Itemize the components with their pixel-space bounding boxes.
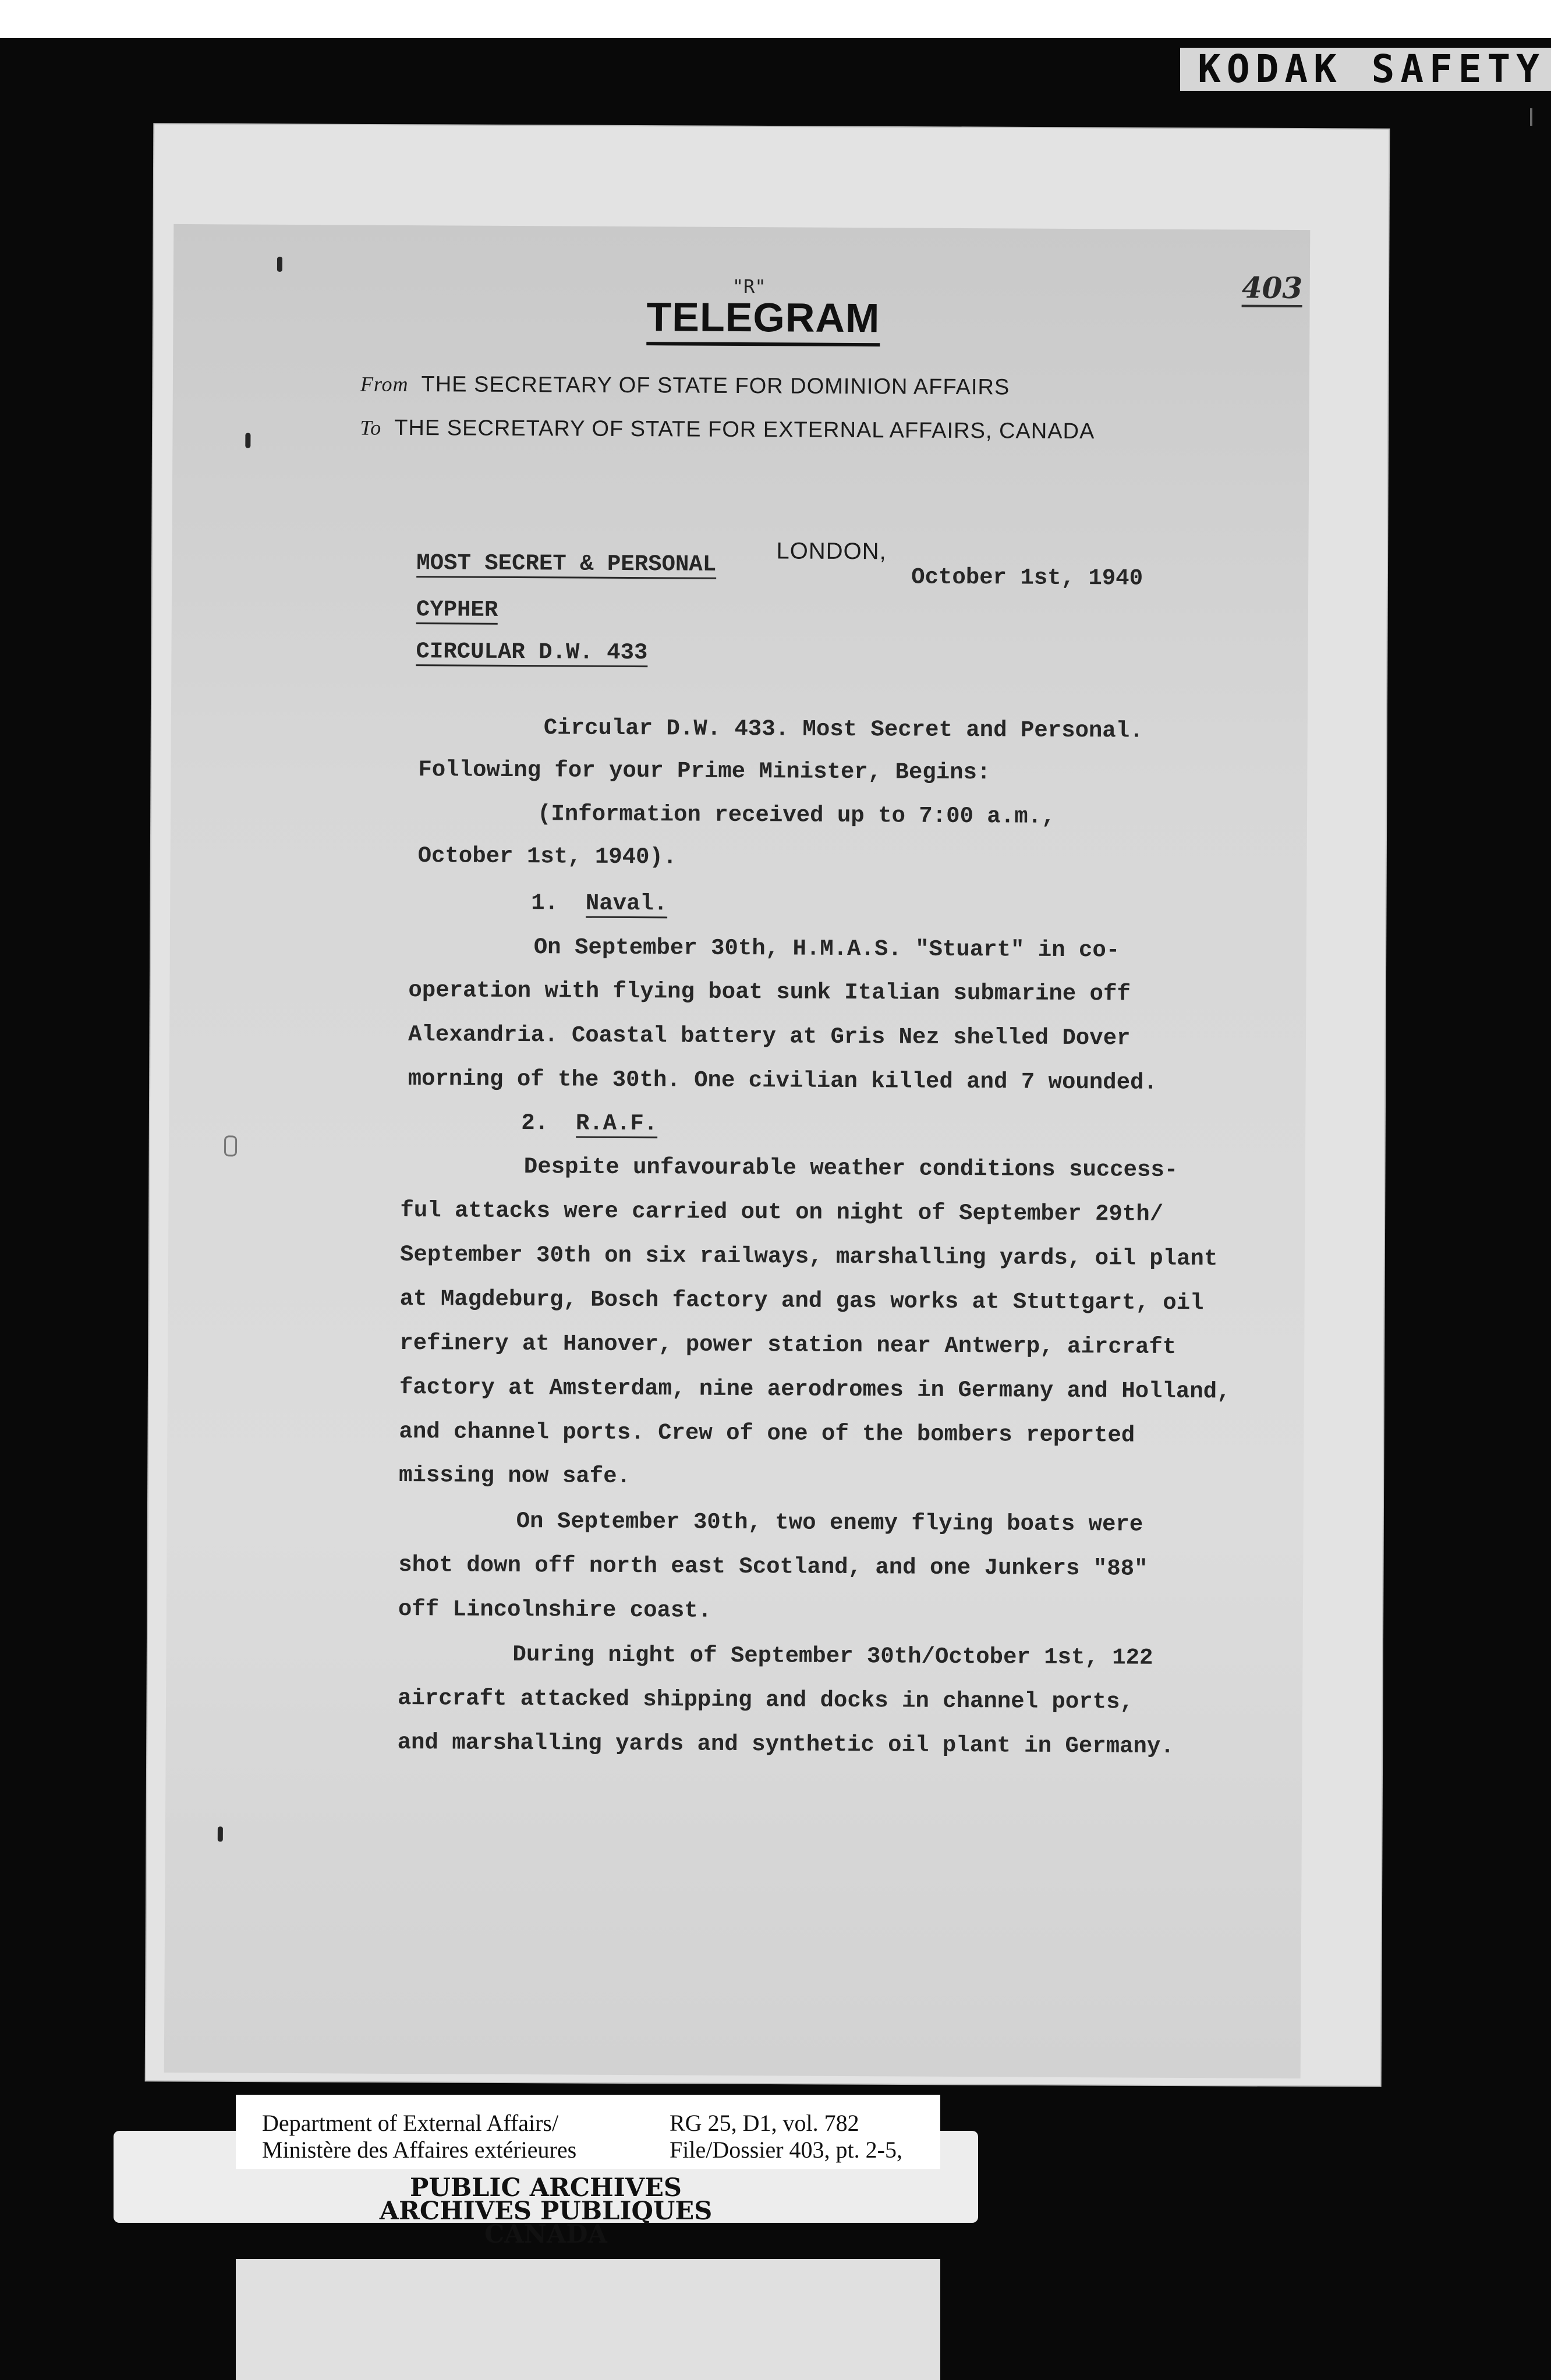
- archive-reference-label: [236, 2095, 940, 2169]
- body-line: operation with flying boat sunk Italian submarine off: [408, 978, 1131, 1007]
- punch-hole-mark: [218, 1826, 223, 1841]
- from-label: From: [360, 372, 409, 396]
- stamp-line: PUBLIC ARCHIVES: [410, 2173, 682, 2202]
- body-line: at Magdeburg, Bosch factory and gas works at Stuttgart, oil: [399, 1285, 1204, 1316]
- origin-city: LONDON,: [776, 538, 887, 565]
- body-line: Following for your Prime Minister, Begins:: [418, 757, 991, 786]
- film-edge-print: KODAK SAFETY: [1180, 48, 1551, 91]
- section-number: 1.: [531, 890, 559, 916]
- body-line: (Information received up to 7:00 a.m.,: [537, 801, 1056, 830]
- transmission-method: CYPHER: [416, 597, 498, 625]
- body-line: On September 30th, H.M.A.S. "Stuart" in co-: [533, 934, 1120, 964]
- circular-reference: CIRCULAR D.W. 433: [416, 639, 647, 667]
- body-line: Alexandria. Coastal battery at Gris Nez shelled Dover: [408, 1022, 1131, 1051]
- stamp-line: ARCHIVES PUBLIQUES: [379, 2197, 713, 2226]
- archive-tab-strip: [236, 2259, 940, 2380]
- section-title: R.A.F.: [576, 1111, 658, 1139]
- punch-hole-mark: [277, 257, 282, 272]
- body-line: shot down off north east Scotland, and one Junkers "88": [398, 1552, 1148, 1582]
- punch-hole-mark: [245, 433, 250, 448]
- department-block: [262, 2110, 576, 2163]
- telegram-date: October 1st, 1940: [911, 564, 1143, 592]
- to-line: [360, 416, 1095, 445]
- folio-number: 403: [1242, 271, 1303, 308]
- body-line: aircraft attacked shipping and docks in channel ports,: [397, 1685, 1134, 1715]
- record-group: RG 25, D1, vol. 782: [670, 2110, 859, 2136]
- body-line: and channel ports. Crew of one of the bombers reported: [399, 1418, 1135, 1448]
- section-number: 2.: [521, 1110, 549, 1136]
- body-line: Despite unfavourable weather conditions success-: [523, 1154, 1178, 1183]
- telegram-page: [164, 224, 1311, 2078]
- body-line: off Lincolnshire coast.: [398, 1596, 712, 1624]
- file-dossier: File/Dossier 403, pt. 2-5,: [670, 2137, 902, 2163]
- body-line: missing now safe.: [398, 1462, 631, 1490]
- body-line: Circular D.W. 433. Most Secret and Personal.: [543, 715, 1143, 744]
- document-title: TELEGRAM: [646, 292, 880, 346]
- film-scratch: [1530, 108, 1532, 126]
- body-line: September 30th on six railways, marshalling yards, oil plant: [399, 1241, 1218, 1272]
- from-line: [360, 372, 1010, 401]
- punch-hole-mark: [224, 1135, 237, 1156]
- department-french: Ministère des Affaires extérieures: [262, 2137, 577, 2163]
- classification-mark: "R": [732, 275, 766, 298]
- stamp-line: CANADA: [484, 2220, 607, 2249]
- section-title: Naval.: [586, 891, 668, 919]
- section-2-heading: [521, 1110, 657, 1136]
- body-line: ful attacks were carried out on night of September 29th/: [400, 1197, 1164, 1227]
- section-1-heading: [531, 890, 667, 916]
- to-label: To: [360, 416, 382, 440]
- body-line: On September 30th, two enemy flying boats were: [516, 1508, 1143, 1538]
- to-value: THE SECRETARY OF STATE FOR EXTERNAL AFFAIRS, CANADA: [394, 415, 1095, 444]
- file-reference-block: [670, 2110, 902, 2163]
- body-line: October 1st, 1940).: [417, 843, 677, 870]
- from-value: THE SECRETARY OF STATE FOR DOMINION AFFAIRS: [421, 372, 1010, 400]
- body-line: factory at Amsterdam, nine aerodromes in Germany and Holland,: [399, 1374, 1231, 1405]
- body-line: refinery at Hanover, power station near Antwerp, aircraft: [399, 1330, 1177, 1360]
- body-line: During night of September 30th/October 1st, 122: [512, 1641, 1153, 1671]
- body-line: morning of the 30th. One civilian killed and 7 wounded.: [408, 1066, 1157, 1096]
- department-english: Department of External Affairs/: [262, 2110, 559, 2136]
- security-classification: MOST SECRET & PERSONAL: [416, 550, 716, 579]
- archives-stamp: [114, 2173, 978, 2261]
- body-line: and marshalling yards and synthetic oil plant in Germany.: [397, 1729, 1174, 1759]
